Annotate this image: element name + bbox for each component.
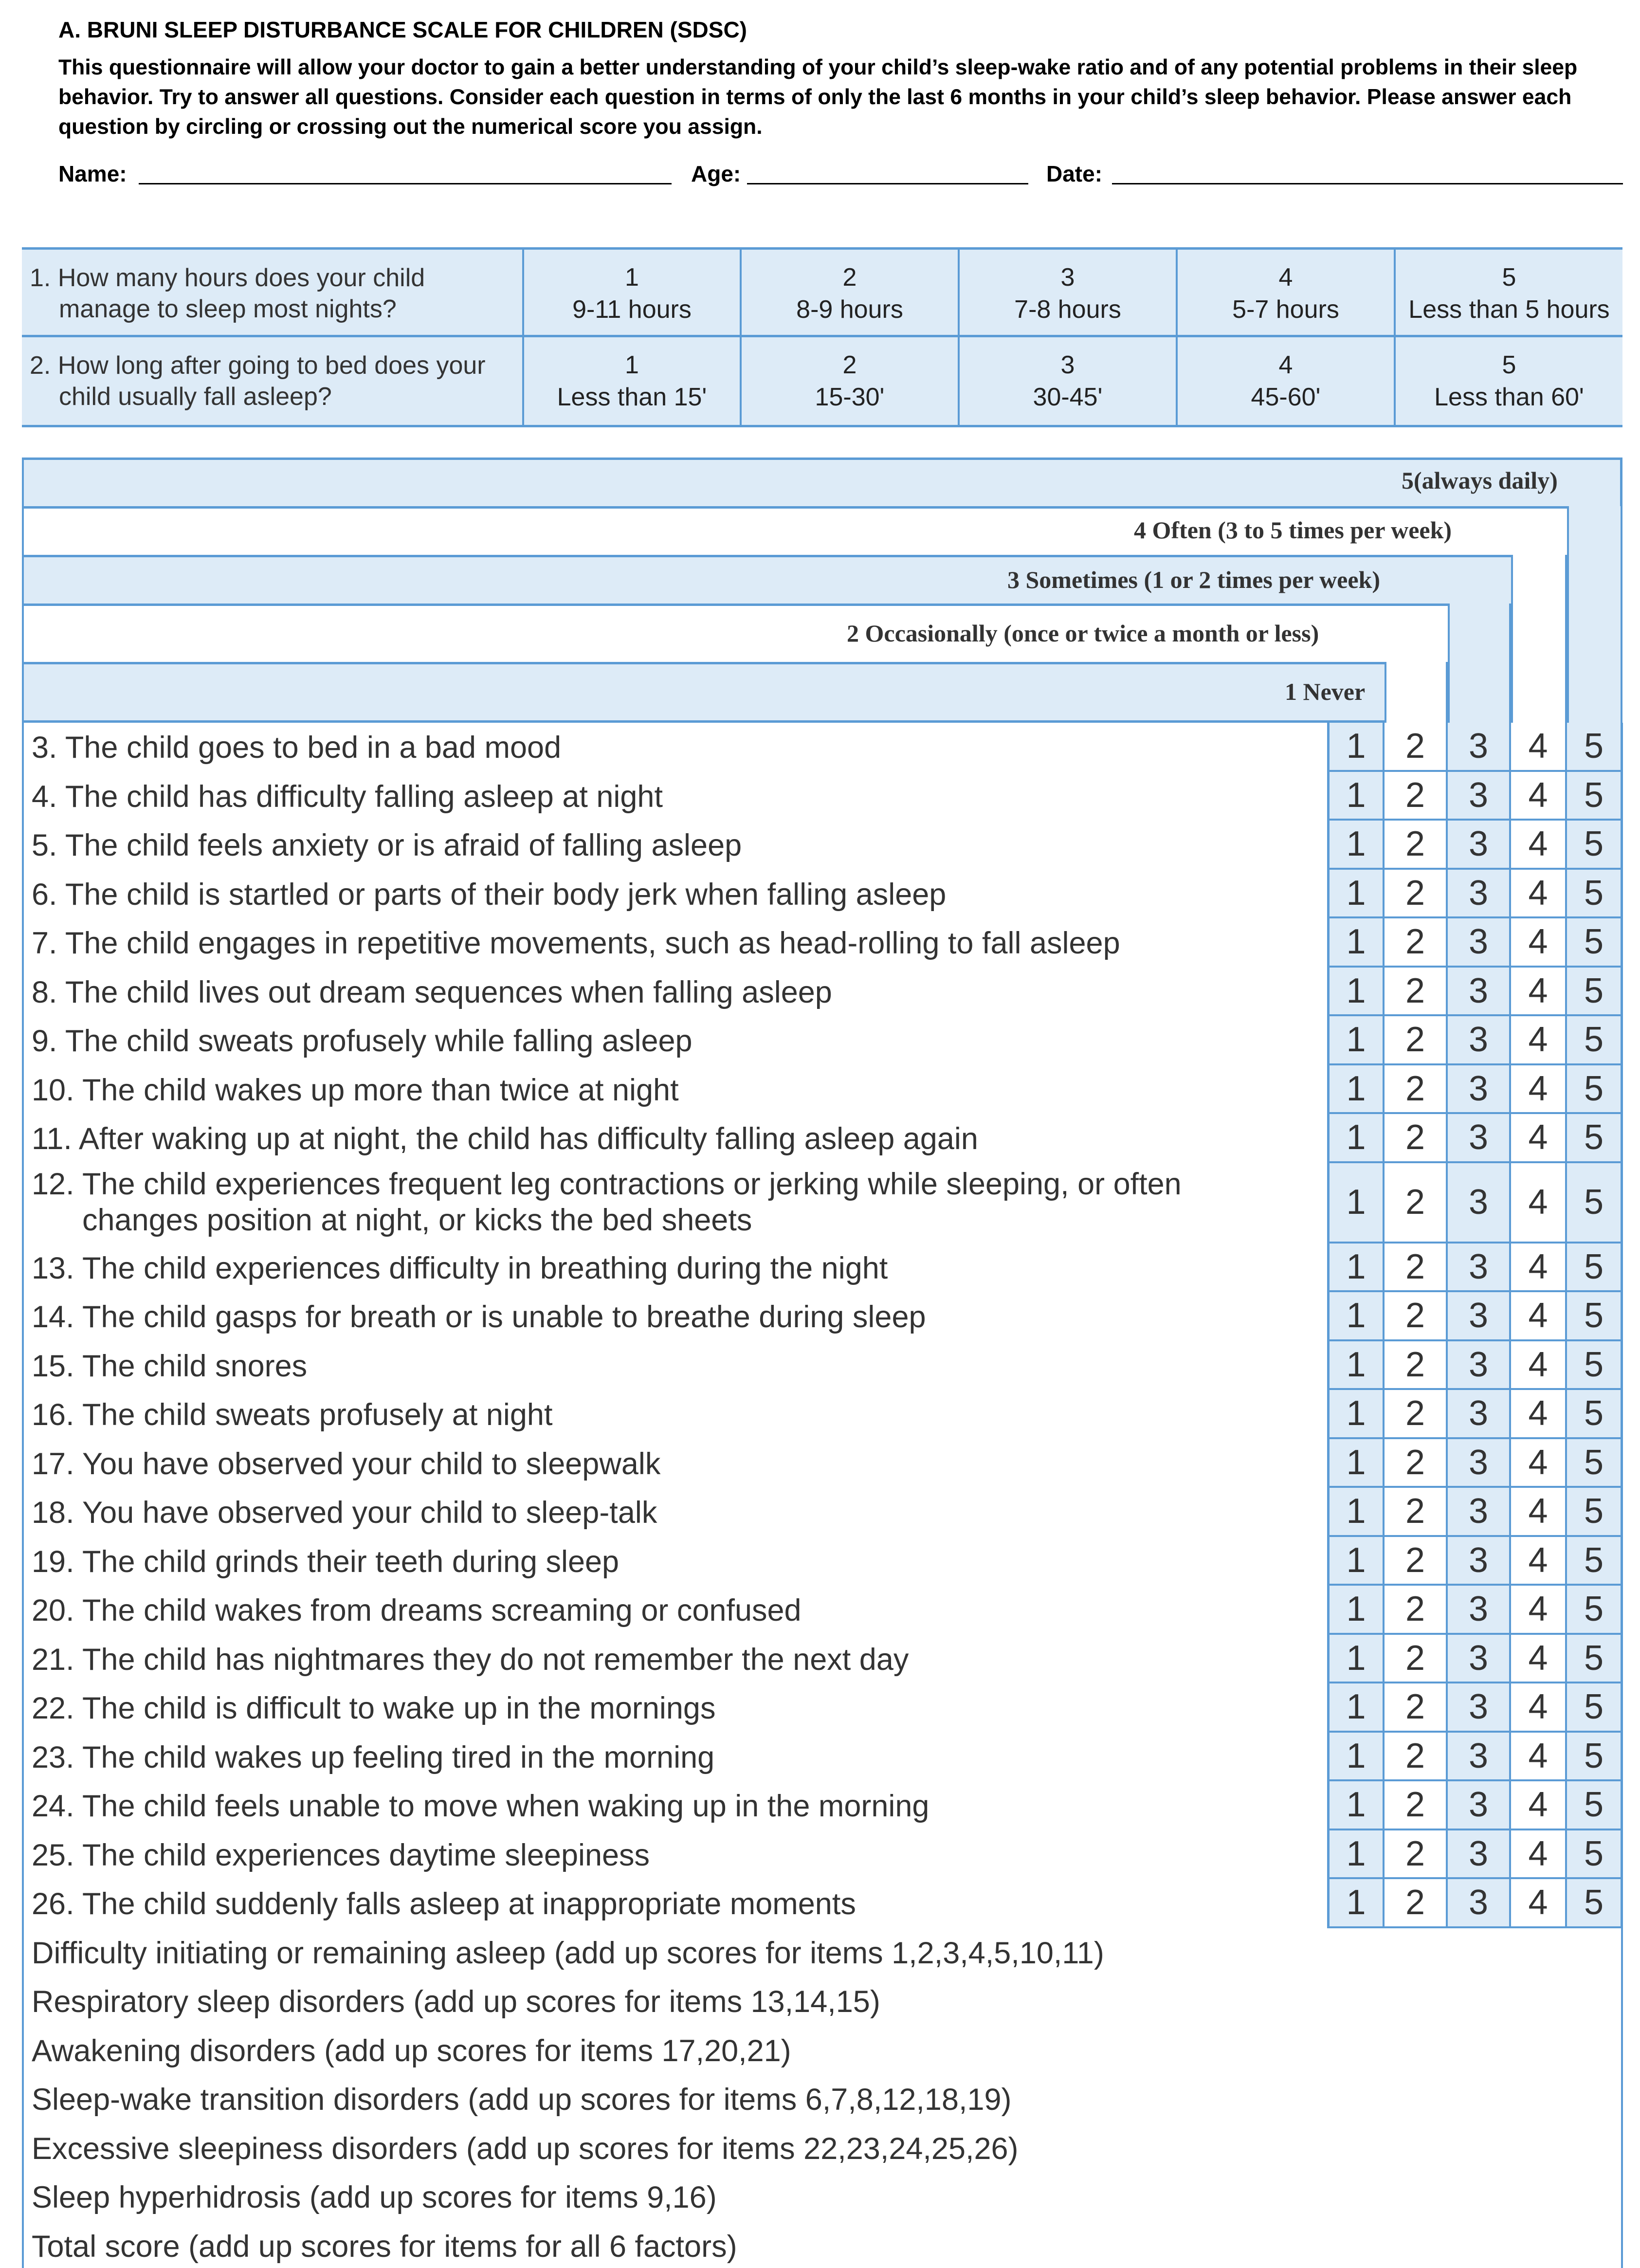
frequency-column-4: [1511, 555, 1567, 723]
score-option-2[interactable]: 2: [1385, 1341, 1448, 1390]
score-option-1[interactable]: 1: [1327, 1781, 1385, 1830]
question-text: 3. The child goes to bed in a bad mood: [32, 731, 562, 765]
score-option-4[interactable]: 4: [1511, 870, 1567, 919]
score-option-5[interactable]: 5: [1567, 968, 1623, 1017]
question-text: 5. The child feels anxiety or is afraid of falling asleep: [32, 828, 742, 862]
scoring-factor: Total score (add up scores for items for all 6 factors): [32, 2229, 737, 2264]
age-label: Age:: [691, 161, 741, 186]
score-option-3[interactable]: 3: [1448, 1488, 1511, 1537]
score-option-3[interactable]: 3: [1448, 1635, 1511, 1684]
frequency-label-2: 2 Occasionally (once or twice a month or less): [847, 620, 1319, 647]
question-label: 2. How long after going to bed does your child usually fall asleep?: [30, 351, 486, 411]
score-option-1[interactable]: 1: [1327, 772, 1385, 821]
score-option-4[interactable]: 4: [1511, 1292, 1567, 1341]
score-option-3[interactable]: 3: [1448, 1163, 1511, 1244]
option-label: Less than 60': [1434, 383, 1584, 411]
score-option-1[interactable]: 1: [1327, 1016, 1385, 1065]
option-label: 7-8 hours: [1014, 295, 1121, 324]
score-option-5[interactable]: 5: [1567, 821, 1623, 870]
question-text: 15. The child snores: [32, 1349, 308, 1383]
score-option-1[interactable]: 1: [1327, 1635, 1385, 1684]
score-option-2[interactable]: 2: [1385, 870, 1448, 919]
question-text: 14. The child gasps for breath or is unable to breathe during sleep: [32, 1300, 926, 1334]
option-label: 15-30': [815, 383, 885, 411]
score-option-2[interactable]: 2: [1385, 723, 1448, 772]
question-text: 10. The child wakes up more than twice at night: [32, 1073, 679, 1107]
duration-option-1[interactable]: [522, 250, 740, 337]
score-option-4[interactable]: 4: [1511, 772, 1567, 821]
table-right-border: [1621, 1928, 1623, 2268]
date-label: Date:: [1046, 161, 1103, 186]
question-text: 7. The child engages in repetitive movements, such as head-rolling to fall asleep: [32, 926, 1120, 960]
option-score: 2: [842, 263, 857, 292]
question-text: 19. The child grinds their teeth during sleep: [32, 1544, 620, 1579]
score-option-1[interactable]: 1: [1327, 1065, 1385, 1115]
scoring-factor: Respiratory sleep disorders (add up scores for items 13,14,15): [32, 1985, 880, 2019]
score-option-3[interactable]: 3: [1448, 1341, 1511, 1390]
score-option-4[interactable]: 4: [1511, 1879, 1567, 1928]
date-field[interactable]: [1112, 183, 1623, 184]
score-option-3[interactable]: 3: [1448, 1830, 1511, 1880]
score-option-5[interactable]: 5: [1567, 1016, 1623, 1065]
score-option-1[interactable]: 1: [1327, 1488, 1385, 1537]
score-option-1[interactable]: 1: [1327, 1163, 1385, 1244]
score-option-2[interactable]: 2: [1385, 1879, 1448, 1928]
score-option-2[interactable]: 2: [1385, 1163, 1448, 1244]
question-text: 4. The child has difficulty falling asleep at night: [32, 779, 663, 814]
question-text: 6. The child is startled or parts of their body jerk when falling asleep: [32, 877, 947, 912]
scoring-factor: Sleep-wake transition disorders (add up scores for items 6,7,8,12,18,19): [32, 2083, 1012, 2117]
scoring-factor: Awakening disorders (add up scores for items 17,20,21): [32, 2033, 791, 2068]
frequency-band-5: [22, 457, 1622, 509]
option-score: 5: [1502, 263, 1516, 292]
score-option-4[interactable]: 4: [1511, 1065, 1567, 1115]
scoring-factor: Excessive sleepiness disorders (add up scores for items 22,23,24,25,26): [32, 2131, 1019, 2166]
score-option-2[interactable]: 2: [1385, 1586, 1448, 1635]
question-text: 24. The child feels unable to move when waking up in the morning: [32, 1789, 929, 1823]
score-option-2[interactable]: 2: [1385, 1537, 1448, 1586]
score-option-3[interactable]: 3: [1448, 1439, 1511, 1488]
question-text: 25. The child experiences daytime sleepiness: [32, 1838, 650, 1872]
score-option-4[interactable]: 4: [1511, 1341, 1567, 1390]
option-label: Less than 5 hours: [1408, 295, 1610, 324]
age-field[interactable]: [747, 183, 1028, 184]
score-option-5[interactable]: 5: [1567, 1879, 1623, 1928]
score-option-2[interactable]: 2: [1385, 1114, 1448, 1163]
duration-option-5[interactable]: [1394, 337, 1622, 425]
score-option-1[interactable]: 1: [1327, 1733, 1385, 1782]
question-text: 26. The child suddenly falls asleep at inappropriate moments: [32, 1887, 856, 1921]
question-text: 23. The child wakes up feeling tired in the morning: [32, 1740, 715, 1774]
duration-option-3[interactable]: [958, 250, 1176, 337]
score-option-5[interactable]: 5: [1567, 1341, 1623, 1390]
instructions-paragraph: This questionnaire will allow your doctor to gain a better understanding of your child’s sleep-wake ratio and of any potential problems in their sleep behavior. Try to answer all questions. Consider each question in terms of only the last 6 months in your child’s sleep behavior. Please answer each question by circling or crossing out the numerical score you assign.: [58, 55, 1578, 139]
option-score: 4: [1278, 351, 1293, 379]
score-option-3[interactable]: 3: [1448, 1292, 1511, 1341]
score-option-2[interactable]: 2: [1385, 1488, 1448, 1537]
score-option-2[interactable]: 2: [1385, 1244, 1448, 1293]
question-text: 11. After waking up at night, the child has difficulty falling asleep again: [32, 1122, 978, 1156]
score-option-2[interactable]: 2: [1385, 1830, 1448, 1880]
question-text: 13. The child experiences difficulty in breathing during the night: [32, 1251, 888, 1285]
score-option-3[interactable]: 3: [1448, 1537, 1511, 1586]
score-option-3[interactable]: 3: [1448, 772, 1511, 821]
score-option-1[interactable]: 1: [1327, 870, 1385, 919]
question-text: 16. The child sweats profusely at night: [32, 1398, 553, 1432]
score-option-3[interactable]: 3: [1448, 1390, 1511, 1439]
score-option-5[interactable]: 5: [1567, 1114, 1623, 1163]
score-option-5[interactable]: 5: [1567, 772, 1623, 821]
score-option-3[interactable]: 3: [1448, 821, 1511, 870]
duration-question-text: [30, 250, 516, 337]
name-label: Name:: [58, 161, 127, 186]
score-option-4[interactable]: 4: [1511, 1830, 1567, 1880]
score-option-3[interactable]: 3: [1448, 870, 1511, 919]
question-text: 21. The child has nightmares they do not remember the next day: [32, 1642, 909, 1677]
option-score: 1: [625, 351, 639, 379]
score-option-5[interactable]: 5: [1567, 1586, 1623, 1635]
score-option-4[interactable]: 4: [1511, 1635, 1567, 1684]
score-option-4[interactable]: 4: [1511, 821, 1567, 870]
score-option-5[interactable]: 5: [1567, 1683, 1623, 1733]
scoring-factor: Sleep hyperhidrosis (add up scores for items 9,16): [32, 2180, 717, 2214]
score-option-2[interactable]: 2: [1385, 1635, 1448, 1684]
duration-option-5[interactable]: [1394, 250, 1622, 337]
score-option-5[interactable]: 5: [1567, 1163, 1623, 1244]
score-option-2[interactable]: 2: [1385, 1683, 1448, 1733]
score-option-4[interactable]: 4: [1511, 968, 1567, 1017]
score-option-2[interactable]: 2: [1385, 1439, 1448, 1488]
scoring-factor: Difficulty initiating or remaining asleep (add up scores for items 1,2,3,4,5,10,11): [32, 1936, 1104, 1970]
score-option-3[interactable]: 3: [1448, 1114, 1511, 1163]
score-option-1[interactable]: 1: [1327, 1830, 1385, 1880]
score-option-5[interactable]: 5: [1567, 870, 1623, 919]
score-option-4[interactable]: 4: [1511, 1244, 1567, 1293]
score-option-4[interactable]: 4: [1511, 1781, 1567, 1830]
score-option-5[interactable]: 5: [1567, 1635, 1623, 1684]
score-option-3[interactable]: 3: [1448, 918, 1511, 968]
score-option-3[interactable]: 3: [1448, 1016, 1511, 1065]
score-option-3[interactable]: 3: [1448, 1733, 1511, 1782]
score-option-2[interactable]: 2: [1385, 918, 1448, 968]
score-option-4[interactable]: 4: [1511, 1537, 1567, 1586]
option-label: Less than 15': [557, 383, 707, 411]
frequency-label-1: 1 Never: [1285, 678, 1366, 705]
score-option-2[interactable]: 2: [1385, 772, 1448, 821]
option-label: 30-45': [1033, 383, 1103, 411]
duration-question-text: [30, 337, 516, 425]
score-option-1[interactable]: 1: [1327, 1292, 1385, 1341]
score-option-4[interactable]: 4: [1511, 1439, 1567, 1488]
score-option-3[interactable]: 3: [1448, 968, 1511, 1017]
score-option-1[interactable]: 1: [1327, 821, 1385, 870]
name-field[interactable]: [139, 183, 672, 184]
score-option-1[interactable]: 1: [1327, 1879, 1385, 1928]
frequency-band-1: [22, 662, 1385, 723]
score-option-5[interactable]: 5: [1567, 1439, 1623, 1488]
score-option-3[interactable]: 3: [1448, 1244, 1511, 1293]
score-option-1[interactable]: 1: [1327, 1244, 1385, 1293]
frequency-column-5: [1567, 506, 1622, 723]
question-text: 9. The child sweats profusely while falling asleep: [32, 1024, 692, 1058]
question-text: 18. You have observed your child to sleep-talk: [32, 1496, 657, 1530]
score-option-4[interactable]: 4: [1511, 918, 1567, 968]
score-option-5[interactable]: 5: [1567, 723, 1623, 772]
option-score: 2: [842, 351, 857, 379]
score-option-2[interactable]: 2: [1385, 1292, 1448, 1341]
duration-option-4[interactable]: [1176, 337, 1394, 425]
score-option-5[interactable]: 5: [1567, 1830, 1623, 1880]
option-label: 9-11 hours: [572, 295, 692, 324]
duration-option-2[interactable]: [740, 250, 958, 337]
duration-option-4[interactable]: [1176, 250, 1394, 337]
score-option-2[interactable]: 2: [1385, 1781, 1448, 1830]
score-option-1[interactable]: 1: [1327, 1439, 1385, 1488]
score-option-3[interactable]: 3: [1448, 1586, 1511, 1635]
score-option-2[interactable]: 2: [1385, 1733, 1448, 1782]
frequency-column-2: [1385, 662, 1448, 723]
score-option-1[interactable]: 1: [1327, 968, 1385, 1017]
score-option-4[interactable]: 4: [1511, 1488, 1567, 1537]
score-option-1[interactable]: 1: [1327, 723, 1385, 772]
score-option-5[interactable]: 5: [1567, 1537, 1623, 1586]
duration-question-row: [22, 247, 1622, 340]
frequency-label-4: 4 Often (3 to 5 times per week): [1134, 516, 1452, 544]
duration-option-2[interactable]: [740, 337, 958, 425]
score-option-4[interactable]: 4: [1511, 1683, 1567, 1733]
duration-question-row: [22, 335, 1622, 427]
score-option-5[interactable]: 5: [1567, 1488, 1623, 1537]
score-option-4[interactable]: 4: [1511, 723, 1567, 772]
score-option-5[interactable]: 5: [1567, 1065, 1623, 1115]
duration-option-3[interactable]: [958, 337, 1176, 425]
question-text: 8. The child lives out dream sequences when falling asleep: [32, 975, 832, 1009]
score-option-2[interactable]: 2: [1385, 1016, 1448, 1065]
table-left-border: [22, 723, 24, 2268]
question-text: 17. You have observed your child to sleepwalk: [32, 1446, 661, 1481]
score-option-5[interactable]: 5: [1567, 918, 1623, 968]
question-text: 12. The child experiences frequent leg contractions or jerking while sleeping, or often changes position at night, or kicks the bed sheets: [32, 1167, 1182, 1237]
option-label: 45-60': [1251, 383, 1321, 411]
option-score: 5: [1502, 351, 1516, 379]
score-option-1[interactable]: 1: [1327, 1341, 1385, 1390]
score-option-1[interactable]: 1: [1327, 1114, 1385, 1163]
option-score: 3: [1060, 351, 1075, 379]
option-score: 3: [1060, 263, 1075, 292]
score-option-2[interactable]: 2: [1385, 1390, 1448, 1439]
score-option-3[interactable]: 3: [1448, 1065, 1511, 1115]
score-option-1[interactable]: 1: [1327, 1537, 1385, 1586]
score-option-5[interactable]: 5: [1567, 1390, 1623, 1439]
score-option-1[interactable]: 1: [1327, 1586, 1385, 1635]
score-option-5[interactable]: 5: [1567, 1292, 1623, 1341]
score-option-2[interactable]: 2: [1385, 968, 1448, 1017]
frequency-label-5: 5(always daily): [1402, 467, 1558, 494]
score-option-2[interactable]: 2: [1385, 1065, 1448, 1115]
score-option-5[interactable]: 5: [1567, 1244, 1623, 1293]
frequency-column-3: [1448, 604, 1511, 723]
score-option-3[interactable]: 3: [1448, 723, 1511, 772]
score-option-4[interactable]: 4: [1511, 1390, 1567, 1439]
score-option-4[interactable]: 4: [1511, 1586, 1567, 1635]
option-score: 1: [625, 263, 639, 292]
score-option-4[interactable]: 4: [1511, 1016, 1567, 1065]
question-text: 22. The child is difficult to wake up in the mornings: [32, 1691, 716, 1725]
option-label: 8-9 hours: [796, 295, 903, 324]
score-option-4[interactable]: 4: [1511, 1114, 1567, 1163]
score-option-1[interactable]: 1: [1327, 918, 1385, 968]
frequency-label-3: 3 Sometimes (1 or 2 times per week): [1007, 566, 1381, 593]
score-option-1[interactable]: 1: [1327, 1683, 1385, 1733]
score-option-3[interactable]: 3: [1448, 1683, 1511, 1733]
score-option-5[interactable]: 5: [1567, 1781, 1623, 1830]
question-text: 20. The child wakes from dreams screaming or confused: [32, 1593, 802, 1628]
duration-option-1[interactable]: [522, 337, 740, 425]
score-option-1[interactable]: 1: [1327, 1390, 1385, 1439]
score-option-2[interactable]: 2: [1385, 821, 1448, 870]
page-title: A. BRUNI SLEEP DISTURBANCE SCALE FOR CHILDREN (SDSC): [58, 17, 747, 42]
score-option-5[interactable]: 5: [1567, 1733, 1623, 1782]
option-label: 5-7 hours: [1232, 295, 1339, 324]
score-option-3[interactable]: 3: [1448, 1879, 1511, 1928]
score-option-3[interactable]: 3: [1448, 1781, 1511, 1830]
question-label: 1. How many hours does your child manage to sleep most nights?: [30, 264, 425, 323]
option-score: 4: [1278, 263, 1293, 292]
score-option-4[interactable]: 4: [1511, 1163, 1567, 1244]
score-option-4[interactable]: 4: [1511, 1733, 1567, 1782]
